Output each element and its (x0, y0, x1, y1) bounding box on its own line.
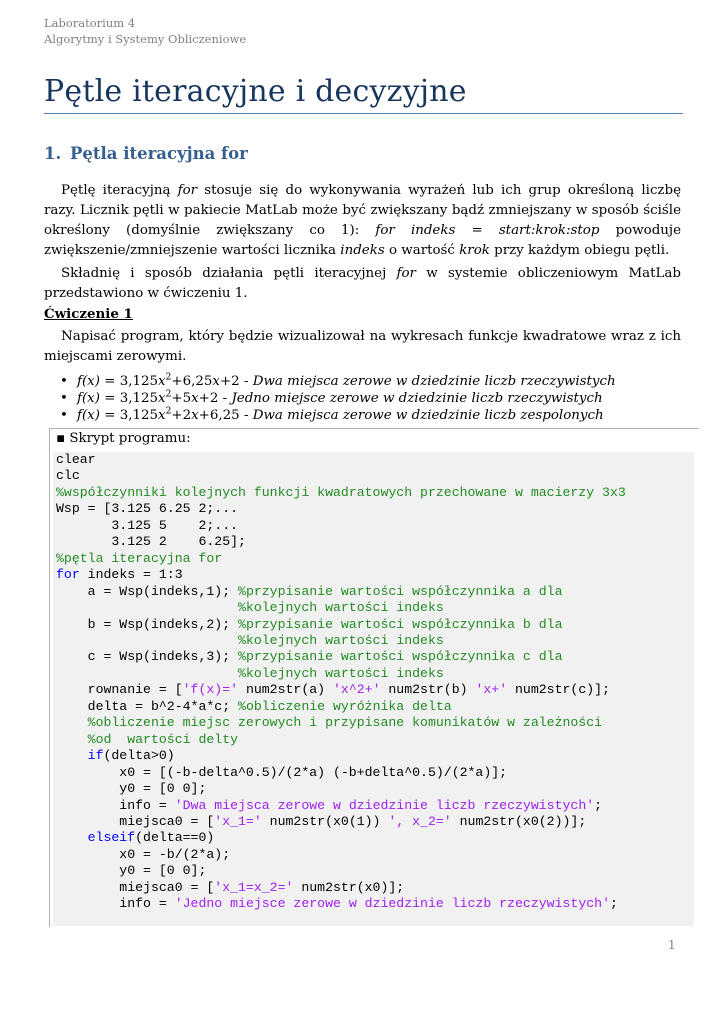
exercise-title: Ćwiczenie 1 (44, 306, 133, 322)
code-line (56, 863, 694, 879)
bullet-icon: • (60, 374, 68, 389)
function-formula-run: Dwa miejsca zerowe w dziedzinie liczb zespolonych (252, 408, 604, 423)
code-token: miejsca0 = [ (56, 879, 215, 895)
code-token: %obliczenie miejsc zerowych i przypisane komunikatów w zależności (56, 715, 603, 731)
page-number: 1 (668, 938, 676, 952)
code-token: y0 = [0 0]; (56, 781, 207, 797)
code-line (56, 534, 694, 550)
code-token: c = Wsp(indeks,3); (56, 649, 239, 665)
code-token: num2str(x0(1)) (261, 813, 389, 829)
code-token: ; (594, 797, 603, 813)
code-token: delta = b^2-4*a*c; (56, 698, 239, 714)
code-line (56, 699, 694, 715)
code-token: (delta>0) (103, 748, 175, 764)
code-token: indeks = 1:3 (79, 567, 183, 583)
code-line (56, 600, 694, 616)
function-list-item (60, 407, 616, 424)
code-token: 'x+' (475, 682, 508, 698)
syntax-run: for (396, 266, 416, 281)
intro-run: powoduje zwiększenie/zmniejszenie wartości licznika (44, 223, 681, 258)
code-token: a = Wsp(indeks,1); (56, 583, 239, 599)
intro-run: indeks (340, 243, 385, 258)
code-token: num2str(c)]; (507, 682, 610, 698)
code-token: if (56, 748, 104, 764)
code-token: y0 = [0 0]; (56, 863, 207, 879)
code-token: 'Jedno miejsce zerowe w dziedzinie liczb rzeczywistych' (174, 896, 610, 912)
code-line (56, 847, 694, 863)
intro-paragraph-text (44, 183, 681, 258)
code-token: num2str(x0)]; (293, 879, 405, 895)
function-formula-run: +2 (171, 408, 192, 423)
code-token: num2str(x0(2))]; (451, 813, 587, 829)
code-token: clear (56, 452, 96, 467)
code-line (56, 501, 694, 517)
intro-run: for (177, 183, 198, 198)
code-token: 'x^2+' (333, 682, 381, 698)
code-token: elseif (56, 830, 136, 846)
syntax-run: Składnię i sposób działania pętli iteracyjnej (61, 266, 397, 281)
code-line (56, 896, 694, 912)
function-formula-run: Dwa miejsca zerowe w dziedzinie liczb rzeczywistych (252, 374, 616, 389)
code-line (56, 765, 694, 781)
code-token: %kolejnych wartości indeks (56, 600, 444, 616)
code-line (56, 781, 694, 797)
exercise-description-text: Napisać program, który będzie wizualizował na wykresach funkcje kwadratowe wraz z ich miejscami zerowymi. (44, 329, 681, 364)
function-formula-run: Jedno miejsce zerowe w dziedzinie liczb rzeczywistych (231, 391, 603, 406)
code-token: 'x_1=' (214, 813, 262, 829)
code-line (56, 452, 694, 468)
function-formula-run: f(x) (77, 374, 100, 389)
function-formula-run: +5 (171, 391, 192, 406)
code-token: clc (56, 468, 80, 484)
code-token: ', x_2=' (388, 813, 452, 829)
code-line (56, 551, 694, 567)
intro-run: krok (459, 243, 490, 258)
code-token: 3.125 5 2;... (56, 517, 239, 533)
bullet-icon: • (60, 408, 68, 423)
code-line (56, 468, 694, 484)
code-line (56, 518, 694, 534)
function-list (60, 373, 616, 424)
code-token: 'Dwa miejsca zerowe w dziedzinie liczb rzeczywistych' (174, 797, 595, 813)
code-line (56, 748, 694, 764)
intro-run: for indeks = start:krok:stop (375, 223, 600, 238)
code-token: info = (56, 797, 175, 813)
code-token: rownanie = [ (56, 682, 183, 698)
function-formula-run: f(x) (77, 391, 100, 406)
syntax-paragraph-text (44, 266, 681, 301)
function-formula-run: = 3,125 (99, 391, 159, 406)
function-formula-run: +2 - (198, 391, 232, 406)
code-line (56, 715, 694, 731)
code-line (56, 567, 694, 583)
header-lab-label: Laboratorium 4 (44, 16, 136, 30)
function-formula-run: = 3,125 (99, 374, 159, 389)
code-line (56, 485, 694, 501)
function-formula-run: f(x) (77, 408, 100, 423)
code-line (56, 682, 694, 698)
code-token: 'f(x)=' (182, 682, 239, 698)
code-token: %pętla iteracyjna for (56, 550, 223, 566)
code-token: (delta==0) (135, 830, 215, 846)
document-title: Pętle iteracyjne i decyzyjne (44, 74, 467, 109)
code-token: %od wartości delty (56, 731, 239, 747)
section-heading (44, 144, 248, 163)
code-token: 'x_1=x_2=' (214, 879, 294, 895)
function-formula-run: x (158, 374, 166, 389)
intro-run: Pętlę iteracyjną (61, 183, 178, 198)
code-token: b = Wsp(indeks,2); (56, 616, 239, 632)
section-title: Pętla iteracyjna for (70, 144, 248, 163)
code-token: x0 = [(-b-delta^0.5)/(2*a) (-b+delta^0.5)/(2*a)]; (56, 764, 508, 780)
code-token: %kolejnych wartości indeks (56, 665, 444, 681)
function-list-item (60, 390, 616, 407)
code-line (56, 880, 694, 896)
function-formula-run: = 3,125 (99, 408, 159, 423)
code-token: ; (609, 896, 618, 912)
section-number: 1. (44, 144, 62, 163)
intro-run: stosuje się do wykonywania wyrażeń lub ich grup określoną liczbę razy. Licznik pętli w pakiecie MatLab może być zwiększany bądź zmniejszany w sposób ściśle określony (domyślnie zwiększany co 1): (44, 183, 681, 238)
code-line (56, 798, 694, 814)
code-line (56, 617, 694, 633)
function-formula-run: x (191, 391, 199, 406)
code-line (56, 666, 694, 682)
code-block (53, 452, 694, 926)
function-formula-run: 2 (165, 406, 172, 417)
title-underline-rule (44, 113, 683, 114)
intro-run: przy każdym obiegu pętli. (489, 243, 670, 258)
code-line (56, 814, 694, 830)
function-formula-run: x (158, 408, 166, 423)
function-formula-run: x (212, 374, 220, 389)
code-token: %współczynniki kolejnych funkcji kwadratowych przechowane w macierzy 3x3 (56, 484, 626, 500)
code-token: miejsca0 = [ (56, 813, 215, 829)
function-formula-run: x (191, 408, 199, 423)
code-token: Wsp = [3.125 6.25 2;... (56, 501, 239, 517)
code-token: num2str(a) (238, 682, 333, 698)
script-label: ▪ Skrypt programu: (56, 431, 191, 446)
code-line (56, 830, 694, 846)
syntax-run: w systemie obliczeniowym MatLab przedstawiono w ćwiczeniu 1. (44, 266, 681, 301)
exercise-description (44, 327, 681, 367)
bullet-icon: • (60, 391, 68, 406)
code-token: x0 = -b/(2*a); (56, 846, 231, 862)
matlab-code (53, 452, 694, 913)
code-line (56, 584, 694, 600)
code-token: 3.125 2 6.25]; (56, 534, 246, 550)
function-formula-run: +6,25 (171, 374, 213, 389)
code-token: %przypisanie wartości współczynnika a dla (238, 583, 563, 599)
code-line (56, 649, 694, 665)
code-token: %przypisanie wartości współczynnika c dla (238, 649, 563, 665)
code-line (56, 732, 694, 748)
syntax-paragraph (44, 264, 681, 304)
code-token: for (56, 567, 80, 583)
code-line (56, 633, 694, 649)
code-token: %kolejnych wartości indeks (56, 632, 444, 648)
intro-run: o wartość (384, 243, 460, 258)
header-course-label: Algorytmy i Systemy Obliczeniowe (44, 32, 247, 46)
function-formula-run: 2 (165, 389, 172, 400)
function-formula-run: 2 (165, 372, 172, 383)
function-list-item (60, 373, 616, 390)
code-token: num2str(b) (380, 682, 476, 698)
code-token: %obliczenie wyróżnika delta (238, 698, 452, 714)
page-header (44, 15, 246, 47)
function-formula-run: +2 - (219, 374, 253, 389)
code-token: %przypisanie wartości współczynnika b dla (238, 616, 563, 632)
function-formula-run: +6,25 - (198, 408, 253, 423)
intro-paragraph (44, 181, 681, 261)
function-formula-run: x (158, 391, 166, 406)
code-token: info = (56, 896, 175, 912)
